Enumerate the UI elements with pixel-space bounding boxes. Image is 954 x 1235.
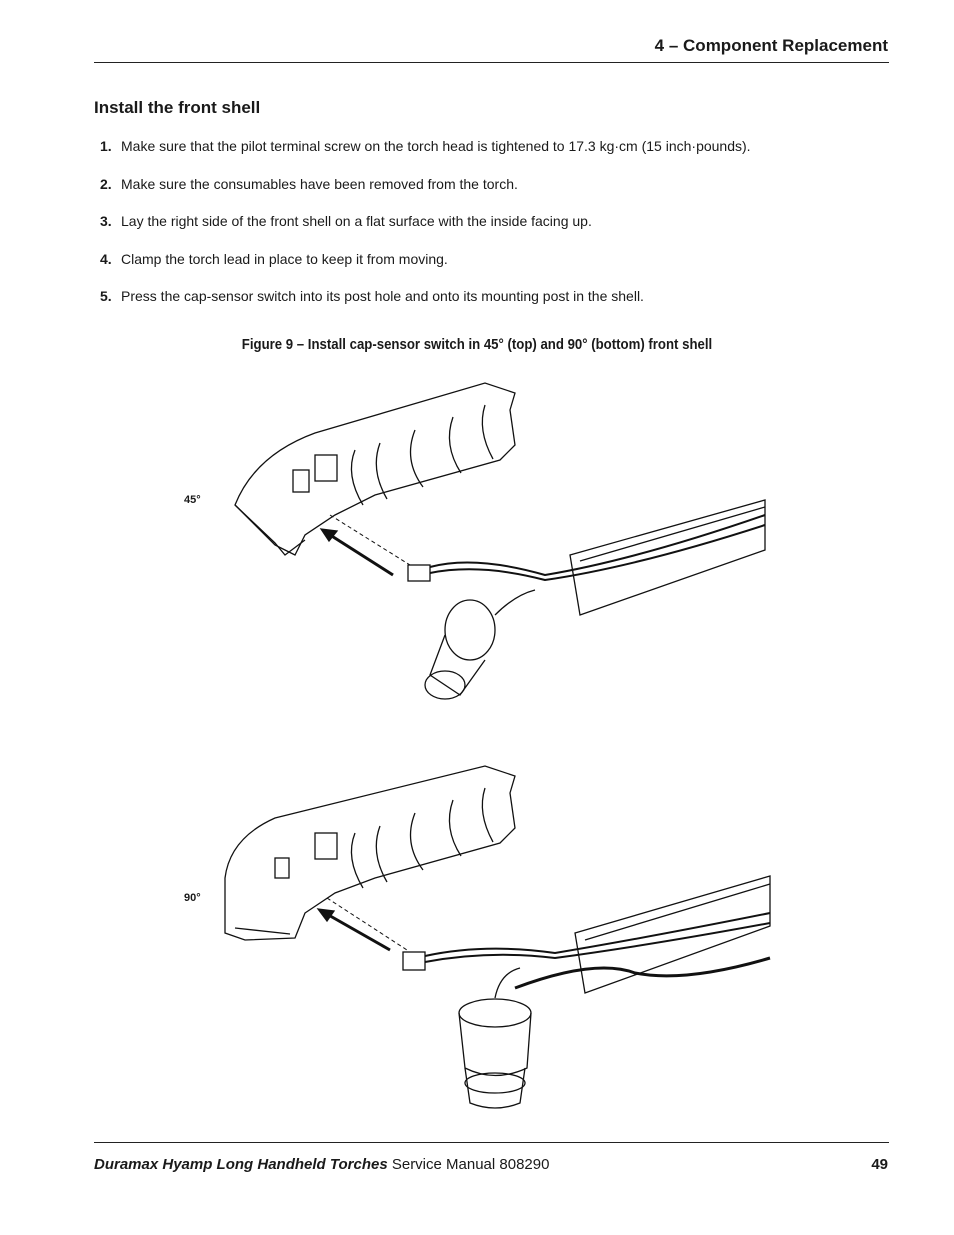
footer-rule <box>94 1142 889 1143</box>
footer-book-title: Duramax Hyamp Long Handheld Torches <box>94 1156 388 1173</box>
step-text: Clamp the torch lead in place to keep it from moving. <box>121 250 448 267</box>
section-title: Install the front shell <box>94 98 261 117</box>
list-item <box>100 138 880 176</box>
footer-manual-number: Service Manual 808290 <box>391 1156 550 1173</box>
step-number: 1. <box>100 138 112 154</box>
angle-label-90: 90° <box>184 892 201 904</box>
figure-caption: Figure 9 – Install cap-sensor switch in 45° (top) and 90° (bottom) front shell <box>241 336 713 353</box>
list-item <box>100 213 880 251</box>
step-text: Lay the right side of the front shell on a flat surface with the inside facing up. <box>121 213 592 229</box>
step-text: Make sure the consumables have been removed from the torch. <box>121 175 518 192</box>
angle-label-45: 45° <box>184 494 201 506</box>
list-item <box>100 176 880 214</box>
step-number: 5. <box>100 288 112 304</box>
page-number: 49 <box>871 1156 888 1173</box>
step-number: 2. <box>100 175 112 192</box>
chapter-header: 4 – Component Replacement <box>654 36 888 55</box>
illustration-45-shell <box>215 375 775 725</box>
step-text: Make sure that the pilot terminal screw on the torch head is tightened to 17.3 kg·cm (15 inch·pounds). <box>121 138 751 154</box>
header-rule <box>94 62 889 63</box>
list-item <box>100 288 880 326</box>
footer <box>94 1156 549 1173</box>
step-number: 3. <box>100 213 112 229</box>
step-number: 4. <box>100 250 112 267</box>
step-text: Press the cap-sensor switch into its post hole and onto its mounting post in the shell. <box>121 288 644 304</box>
steps-list <box>100 138 880 326</box>
illustration-90-shell <box>215 758 775 1113</box>
list-item <box>100 251 880 289</box>
